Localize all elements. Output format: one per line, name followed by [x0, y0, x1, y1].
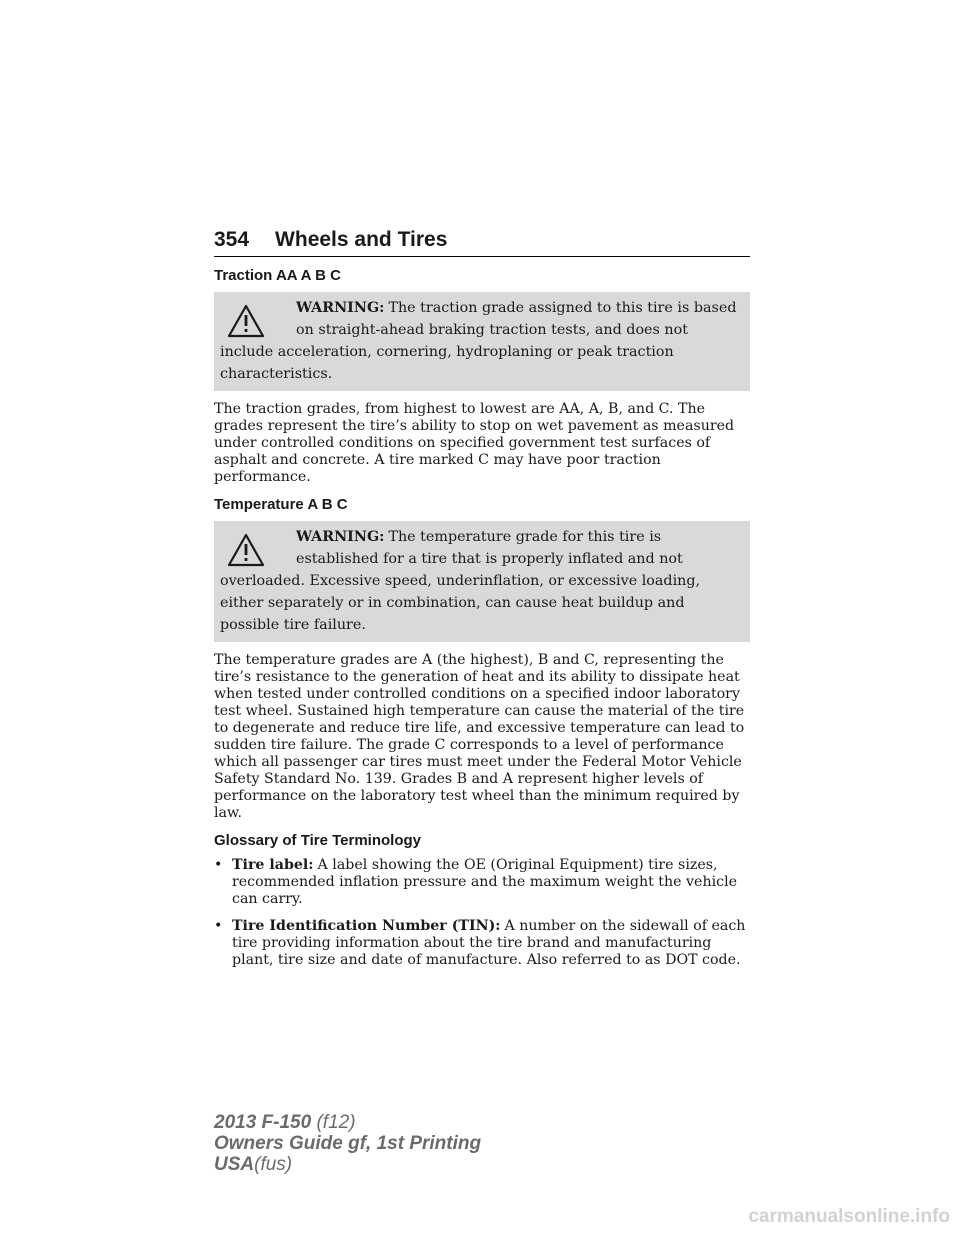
warning-label: WARNING: — [296, 529, 385, 545]
temperature-section — [214, 496, 750, 822]
page-number: 354 — [214, 228, 250, 251]
traction-section — [214, 267, 750, 486]
glossary-list — [214, 857, 750, 969]
list-item — [214, 857, 750, 908]
page-header — [214, 228, 750, 257]
document-footer — [214, 1112, 481, 1175]
temperature-heading: Temperature A B C — [214, 496, 348, 513]
footer-line-market: USA(fus) — [214, 1154, 293, 1175]
glossary-definition: A number on the sidewall of each tire providing information about the tire brand and manufacturing plant, tire size and date of manufacture. Also referred to as DOT code. — [232, 918, 746, 968]
warning-triangle-icon — [226, 532, 266, 568]
bullet-icon: • — [214, 857, 223, 873]
warning-text: The temperature grade for this tire is established for a tire that is properly inflated and not overloaded. Excessive speed, underinflation, or excessive loading, either separately or in combination, can cause heat buildup and possible tire failure. — [220, 529, 701, 633]
glossary-term: Tire label: — [232, 857, 314, 873]
bullet-icon: • — [214, 918, 223, 934]
warning-text: The traction grade assigned to this tire is based on straight-ahead braking traction tests, and does not include acceleration, cornering, hydroplaning or peak traction characteristics. — [220, 300, 737, 382]
traction-body: The traction grades, from highest to lowest are AA, A, B, and C. The grades represent the tire’s ability to stop on wet pavement as measured under controlled conditions on specified government test surfaces of asphalt and concrete. A tire marked C may have poor traction performance. — [214, 401, 735, 485]
site-watermark: carmanualsonline.info — [748, 1206, 950, 1227]
footer-line-model: 2013 F-150 (f12) — [214, 1112, 356, 1133]
traction-warning-box — [214, 292, 750, 391]
temperature-warning-box — [214, 521, 750, 642]
glossary-section — [214, 832, 750, 969]
warning-label: WARNING: — [296, 300, 385, 316]
traction-heading: Traction AA A B C — [214, 267, 341, 284]
warning-triangle-icon — [226, 303, 266, 339]
chapter-title: Wheels and Tires — [275, 228, 448, 251]
glossary-term: Tire Identification Number (TIN): — [232, 918, 501, 934]
glossary-heading: Glossary of Tire Terminology — [214, 832, 421, 849]
manual-page — [214, 228, 750, 979]
glossary-definition: A label showing the OE (Original Equipment) tire sizes, recommended inflation pressure and the maximum weight the vehicle can carry. — [232, 857, 738, 907]
footer-line-guide: Owners Guide gf, 1st Printing — [214, 1133, 482, 1154]
temperature-body: The temperature grades are A (the highest), B and C, representing the tire’s resistance to the generation of heat and its ability to dissipate heat when tested under controlled conditions on a specified indoor laboratory test wheel. Sustained high temperature can cause the material of the tire to degenerate and reduce tire life, and excessive temperature can lead to sudden tire failure. The grade C corresponds to a level of performance which all passenger car tires must meet under the Federal Motor Vehicle Safety Standard No. 139. Grades B and A represent higher levels of performance on the laboratory test wheel than the minimum required by law. — [214, 652, 745, 821]
list-item — [214, 918, 750, 969]
